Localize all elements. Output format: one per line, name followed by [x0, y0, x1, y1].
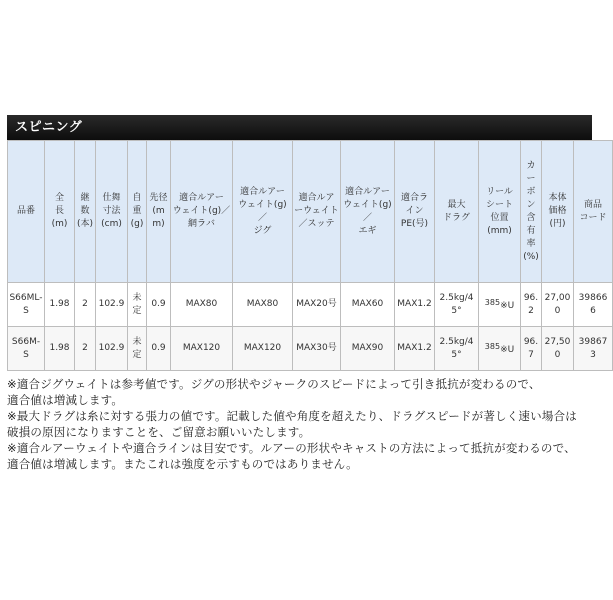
- table-row: [8, 327, 613, 371]
- header-cell: リール シート 位置 (mm): [479, 141, 521, 283]
- tip-cell: 0.9: [147, 283, 171, 327]
- price-cell: 27,500: [542, 327, 574, 371]
- reel-seat-value: 385: [484, 298, 501, 307]
- lure-sutte-cell: MAX30号: [293, 327, 341, 371]
- header-cell: 適合ルアー ウェイト(g)／ 網ラバ: [171, 141, 233, 283]
- tip-cell: 0.9: [147, 327, 171, 371]
- header-cell: 仕舞 寸法 (cm): [96, 141, 128, 283]
- footnote-lure-line: ※適合ルアーウェイトや適合ラインは目安です。ルアーの形状やキャストの方法によって抵抗が変わるので、 適合値は増減します。またこれは強度を示すものではありません。: [7, 441, 576, 471]
- line-cell: MAX1.2: [395, 283, 435, 327]
- drag-cell: 2.5kg/45°: [435, 327, 479, 371]
- footnotes: [7, 376, 592, 472]
- carbon-cell: 96.7: [521, 327, 542, 371]
- weight-cell: 未 定: [128, 327, 147, 371]
- header-cell: 適合ルア ーウェイト ／スッテ: [293, 141, 341, 283]
- model-cell: S66M- S: [8, 327, 45, 371]
- length-cell: 1.98: [45, 283, 75, 327]
- header-cell: 適合ラ イン PE(号): [395, 141, 435, 283]
- reel-seat-suffix: ※U: [500, 345, 515, 355]
- header-cell: 本体 価格 (円): [542, 141, 574, 283]
- header-cell: 全 長 (m): [45, 141, 75, 283]
- length-cell: 1.98: [45, 327, 75, 371]
- pieces-cell: 2: [75, 283, 96, 327]
- table-row: [8, 283, 613, 327]
- lure-jig-cell: MAX120: [233, 327, 293, 371]
- footnote-jig-weight: ※適合ジグウェイトは参考値です。ジグの形状やジャークのスピードによって引き抵抗が変わるので、 適合値は増減します。: [7, 377, 541, 407]
- line-cell: MAX1.2: [395, 327, 435, 371]
- header-cell: 先径 (mm): [147, 141, 171, 283]
- closed-length-cell: 102.9: [96, 283, 128, 327]
- reel-seat-cell: [479, 283, 521, 327]
- code-cell: 39866 6: [574, 283, 613, 327]
- footnote-max-drag: ※最大ドラグは糸に対する張力の値です。記載した値や角度を超えたり、ドラグスピードが著しく速い場合は 破損の原因になりますことを、ご留意お願いいたします。: [7, 409, 577, 439]
- model-cell: S66ML- S: [8, 283, 45, 327]
- code-cell: 39867 3: [574, 327, 613, 371]
- header-cell: 適合ルアー ウェイト(g)／ エギ: [341, 141, 395, 283]
- lure-rubber-cell: MAX80: [171, 283, 233, 327]
- pieces-cell: 2: [75, 327, 96, 371]
- closed-length-cell: 102.9: [96, 327, 128, 371]
- reel-seat-suffix: ※U: [500, 301, 515, 311]
- lure-jig-cell: MAX80: [233, 283, 293, 327]
- header-cell: カ ー ボ ン 含 有 率 (%): [521, 141, 542, 283]
- weight-cell: 未 定: [128, 283, 147, 327]
- spec-section: [7, 115, 608, 472]
- header-cell: 商品 コード: [574, 141, 613, 283]
- lure-rubber-cell: MAX120: [171, 327, 233, 371]
- header-cell: 自 重 (g): [128, 141, 147, 283]
- reel-seat-value: 385: [484, 342, 501, 351]
- header-cell: 適合ルアー ウェイト(g)／ ジグ: [233, 141, 293, 283]
- header-cell: 継 数 (本): [75, 141, 96, 283]
- drag-cell: 2.5kg/45°: [435, 283, 479, 327]
- header-cell: 最大 ドラグ: [435, 141, 479, 283]
- price-cell: 27,000: [542, 283, 574, 327]
- header-cell: 品番: [8, 141, 45, 283]
- reel-seat-cell: [479, 327, 521, 371]
- spec-table: [7, 140, 613, 371]
- section-title: スピニング: [7, 115, 592, 140]
- lure-sutte-cell: MAX20号: [293, 283, 341, 327]
- table-header-row: [8, 141, 613, 283]
- lure-egi-cell: MAX90: [341, 327, 395, 371]
- lure-egi-cell: MAX60: [341, 283, 395, 327]
- carbon-cell: 96.2: [521, 283, 542, 327]
